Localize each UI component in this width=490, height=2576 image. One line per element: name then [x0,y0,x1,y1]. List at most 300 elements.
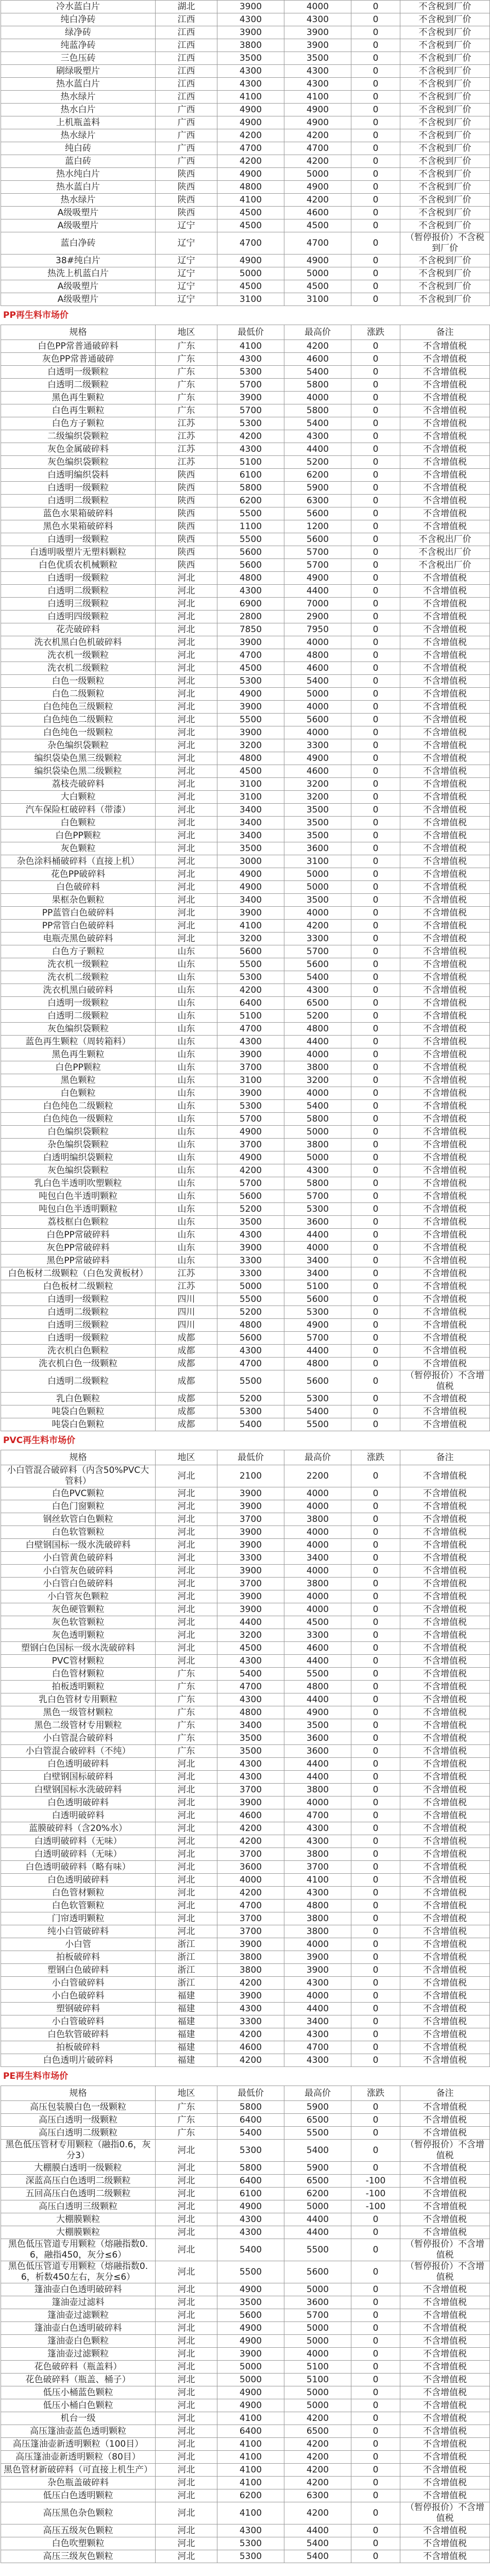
table-cell: -100 [351,2200,400,2213]
table-cell: 塑钢白色国标一级水洗破碎料 [1,1642,156,1655]
table-row [1,2348,490,2361]
table-row [1,1706,490,1719]
table-cell: 广东 [156,2127,217,2140]
table-cell: （暂停报价）不含增值税 [400,2502,490,2524]
table-cell: 低压小桶白色颗粒 [1,2399,156,2412]
table-cell: 河北 [156,2239,217,2261]
table-cell: 5500 [217,714,284,726]
table-cell: 5400 [284,417,351,430]
table-cell: 5300 [217,2550,284,2563]
table-cell: 0 [351,1925,400,1938]
table-row [1,2451,490,2464]
table-cell: 陕西 [156,482,217,495]
table-cell: 4500 [217,219,284,232]
table-cell: 3700 [217,1925,284,1938]
table-cell: 0 [351,572,400,585]
table-row [1,739,490,752]
table-row [1,293,490,306]
table-row [1,379,490,392]
table-cell: 5500 [284,1668,351,1681]
table-cell: 5800 [284,1177,351,1190]
table-row [1,1242,490,1255]
table-cell: 塑钢破碎料 [1,2003,156,2015]
table-cell: 不含增值税 [400,945,490,958]
table-cell: 纯白净砖 [1,13,156,26]
table-cell: 4000 [284,1797,351,1809]
table-cell: 广东 [156,1719,217,1732]
table-cell: 白透明吸塑片无塑料颗粒 [1,546,156,559]
table-cell: 不含增值税 [400,353,490,366]
table-cell: PVC管材颗粒 [1,1655,156,1668]
table-cell: 江苏 [156,1280,217,1293]
table-cell: 4300 [217,2226,284,2239]
table-cell: 4800 [284,1358,351,1370]
table-cell: 广东 [156,1745,217,1758]
table-cell: 不含增值税 [400,1332,490,1345]
table-cell: 0 [351,1164,400,1177]
table-row [1,13,490,26]
table-cell: 不含增值税 [400,1126,490,1139]
table-cell: 不含税到厂价 [400,207,490,219]
table-cell: 4800 [217,572,284,585]
table-cell: 不含增值税 [400,1074,490,1087]
table-cell: 4700 [284,2041,351,2054]
table-cell: 5300 [217,1100,284,1113]
table-row [1,2489,490,2502]
table-cell: 4200 [217,1822,284,1835]
table-cell: 不含增值税 [400,2524,490,2537]
table-cell: 5600 [217,945,284,958]
table-cell: 洗衣机白色颗粒 [1,1345,156,1358]
table-cell: 4900 [284,181,351,194]
table-cell: 0 [351,533,400,546]
table-cell: 成都 [156,1418,217,1431]
table-cell: 不含增值税 [400,2028,490,2041]
table-cell: 小白管混合破碎料（内含50%PVC大管料） [1,1465,156,1487]
table-cell: 4200 [217,2054,284,2067]
table-cell: 不含增值税 [400,598,490,611]
table-cell: 5600 [217,559,284,572]
table-cell: 0 [351,1151,400,1164]
table-cell: 3600 [284,1745,351,1758]
table-header-row [1,325,490,340]
table-cell: 4700 [217,232,284,255]
table-cell: 河北 [156,714,217,726]
table-cell: 果框杂色颗粒 [1,894,156,907]
table-row [1,1358,490,1370]
table-cell: 山东 [156,971,217,984]
table-cell: 不含增值税 [400,1706,490,1719]
table-cell: 成都 [156,1370,217,1393]
table-cell: 洗衣机白色一级颗粒 [1,1358,156,1370]
table-cell: 黑色再生颗粒 [1,1048,156,1061]
table-cell: 3100 [284,855,351,868]
table-cell: 河北 [156,1616,217,1629]
table-cell: 4300 [284,1164,351,1177]
table-cell: 不含增值税 [400,1280,490,1293]
table-row [1,1784,490,1797]
table-cell: 5500 [217,2261,284,2283]
table-cell: 大棚膜颗粒 [1,2226,156,2239]
table-cell: 3000 [217,855,284,868]
table-cell: 不含增值税 [400,868,490,881]
table-cell: 4300 [217,443,284,456]
table-cell: 5100 [284,2361,351,2374]
table-cell: 6200 [217,495,284,507]
table-cell: 山东 [156,1023,217,1036]
table-cell: 0 [351,2114,400,2127]
table-cell: 0 [351,2550,400,2563]
table-row [1,232,490,255]
table-cell: 0 [351,404,400,417]
table-cell: 0 [351,1023,400,1036]
table-cell: 浙江 [156,1951,217,1964]
table-cell: 3800 [284,1925,351,1938]
table-cell: 3100 [217,293,284,306]
table-cell: 不含增值税 [400,1900,490,1912]
table-cell: 河北 [156,842,217,855]
table-cell: 白色二级颗粒 [1,688,156,701]
table-row [1,533,490,546]
table-cell: 0 [351,842,400,855]
table-cell: 河北 [156,2261,217,2283]
table-cell: 5500 [284,2239,351,2261]
table-cell: 山东 [156,1126,217,1139]
table-row [1,1990,490,2003]
table-row [1,907,490,920]
table-cell: 不含税到厂价 [400,39,490,52]
table-cell: 5000 [284,1126,351,1139]
table-cell: 3500 [217,1216,284,1229]
table-cell: 0 [351,13,400,26]
column-header: 地区 [156,325,217,340]
table-cell: 0 [351,2537,400,2550]
table-cell: 5300 [217,417,284,430]
table-cell: 高压篷油壶蓝色透明颗粒 [1,2425,156,2438]
table-cell: 5000 [284,2200,351,2213]
table-cell: 5700 [217,404,284,417]
table-cell: 不含增值税 [400,379,490,392]
table-cell: 0 [351,2239,400,2261]
table-cell: 广东 [156,379,217,392]
table-cell: 0 [351,417,400,430]
table-cell: 河北 [156,933,217,945]
table-cell: 4900 [217,255,284,267]
table-cell: 6400 [217,2175,284,2188]
table-cell: 3800 [284,1139,351,1151]
column-header: 规格 [1,1450,156,1465]
table-cell: 5400 [284,675,351,688]
table-cell: 0 [351,91,400,104]
table-cell: 山东 [156,1113,217,1126]
table-cell: 5100 [284,2374,351,2386]
table-cell: 0 [351,1616,400,1629]
table-cell: 0 [351,1061,400,1074]
column-header: 涨跌 [351,325,400,340]
table-cell: 0 [351,688,400,701]
table-cell: 4200 [284,2502,351,2524]
table-cell: 0 [351,1809,400,1822]
table-cell: 4100 [217,2477,284,2489]
table-cell: 4600 [284,353,351,366]
table-cell: 不含增值税 [400,649,490,662]
table-cell: 4500 [284,1616,351,1629]
table-cell: 不含增值税 [400,1809,490,1822]
column-header: 最低价 [217,325,284,340]
table-row [1,1487,490,1500]
table-cell: A级吸塑片 [1,293,156,306]
table-cell: 不含税到厂价 [400,219,490,232]
table-cell: 江西 [156,26,217,39]
table-cell: 不含增值税 [400,1771,490,1784]
table-cell: 热水绿片 [1,129,156,142]
table-cell: 白色软管破碎料 [1,2028,156,2041]
table-cell: 辽宁 [156,232,217,255]
table-row [1,1758,490,1771]
table-cell: 不含增值税 [400,1964,490,1977]
table-cell: 6400 [217,2114,284,2127]
table-cell: 河北 [156,2322,217,2335]
table-cell: 门帘透明颗粒 [1,1912,156,1925]
table-cell: 4000 [284,1242,351,1255]
table-cell: 4200 [284,2412,351,2425]
table-row [1,280,490,293]
table-cell: 0 [351,520,400,533]
table-cell: 河北 [156,1526,217,1539]
table-row [1,881,490,894]
table-cell: 3900 [217,1603,284,1616]
table-cell: 不含增值税 [400,804,490,817]
table-cell: 0 [351,1603,400,1616]
table-cell: 河北 [156,649,217,662]
table-cell: 山东 [156,1164,217,1177]
table-cell: 成都 [156,1393,217,1405]
table-cell: 0 [351,1990,400,2003]
table-cell: 5800 [217,2101,284,2114]
table-cell: 5700 [284,2309,351,2322]
table-cell: 3300 [217,2015,284,2028]
table-cell: 4000 [284,2348,351,2361]
table-cell: 热水蓝白片 [1,181,156,194]
table-cell: 0 [351,2283,400,2296]
table-cell: 3300 [217,1255,284,1267]
table-cell: 江苏 [156,1267,217,1280]
table-cell: 0 [351,2296,400,2309]
table-cell: 3200 [217,1629,284,1642]
table-cell: 不含税出厂价 [400,559,490,572]
table-cell: 白透明三级颗粒 [1,1319,156,1332]
table-row [1,1267,490,1280]
table-cell: 河北 [156,726,217,739]
table-cell: 0 [351,868,400,881]
table-cell: 0 [351,1010,400,1023]
table-header-row [1,1450,490,1465]
table-cell: 5000 [217,2374,284,2386]
table-cell: 0 [351,267,400,280]
table-cell: 3700 [217,1139,284,1151]
table-cell: 0 [351,1358,400,1370]
table-cell: 0 [351,701,400,714]
table-cell: 篷油壶过滤颗粒 [1,2348,156,2361]
table-cell: 不含税出厂价 [400,546,490,559]
table-cell: 河北 [156,2361,217,2374]
table-row [1,933,490,945]
table-cell: 不含增值税 [400,1293,490,1306]
table-cell: 不含增值税 [400,765,490,778]
table-cell: 0 [351,559,400,572]
table-cell: 5000 [284,2335,351,2348]
column-header: 最低价 [217,2086,284,2101]
table-cell: 5400 [217,1668,284,1681]
table-cell: 河北 [156,2309,217,2322]
table-row [1,984,490,997]
table-row [1,1835,490,1848]
table-cell: 5700 [284,945,351,958]
table-cell: 0 [351,1526,400,1539]
table-row [1,1100,490,1113]
table-cell: 灰色编织袋颗粒 [1,456,156,469]
table-cell: 不含增值税 [400,2438,490,2451]
table-row [1,1151,490,1164]
table-cell: 河北 [156,1861,217,1874]
table-cell: 4900 [217,1126,284,1139]
table-cell: 陕西 [156,469,217,482]
table-cell: 不含增值税 [400,1539,490,1552]
table-cell: 白色软管颗粒 [1,1526,156,1539]
table-cell: 4400 [284,1693,351,1706]
table-cell: 河北 [156,2200,217,2213]
table-cell: 0 [351,829,400,842]
table-cell: 白色PP常破碎料 [1,1229,156,1242]
table-row [1,726,490,739]
table-cell: 3900 [217,1526,284,1539]
table-cell: 3900 [217,636,284,649]
table-cell: 不含税到厂价 [400,155,490,168]
table-cell: 白透明一级颗粒 [1,572,156,585]
table-cell: 高压白透明一级颗粒 [1,2114,156,2127]
table-cell: 4200 [284,2464,351,2477]
table-row [1,1874,490,1887]
table-cell: 3400 [217,1719,284,1732]
table-cell: 黑色管材新破碎料（可直接上机生产） [1,2464,156,2477]
table-cell: 4300 [284,65,351,78]
table-cell: 4500 [284,280,351,293]
table-cell: 白色透明破碎料 [1,1797,156,1809]
table-cell: 不含增值税 [400,984,490,997]
table-cell: 高压五级灰色颗粒 [1,2524,156,2537]
table-cell: 河北 [156,2399,217,2412]
table-cell: 吨袋白色颗粒 [1,1405,156,1418]
table-cell: 3300 [217,1267,284,1280]
table-cell: 3600 [284,1732,351,1745]
table-row [1,1255,490,1267]
table-cell: 不含增值税 [400,1590,490,1603]
table-cell: 黑色低压管道专用颗粒（熔融指数0.6，析数450左右，灰分≤6） [1,2261,156,2283]
table-cell: 1200 [284,520,351,533]
table-cell: 0 [351,1719,400,1732]
table-cell: 0 [351,752,400,765]
table-cell: 高压白透明三级颗粒 [1,2200,156,2213]
table-cell: 河北 [156,2162,217,2175]
table-cell: 不含增值税 [400,1848,490,1861]
table-cell: 不含增值税 [400,495,490,507]
table-cell: 4000 [284,1048,351,1061]
table-cell: 黑色颗粒 [1,1074,156,1087]
column-header: 备注 [400,1450,490,1465]
table-cell: 4900 [217,168,284,181]
table-row [1,1,490,13]
table-cell: 7000 [284,598,351,611]
table-cell: 江苏 [156,417,217,430]
table-cell: 3400 [217,817,284,829]
table-cell: 不含税到厂价 [400,267,490,280]
table-cell: 3900 [217,1590,284,1603]
table-cell: 3900 [217,907,284,920]
table-cell: 白透明编织袋颗粒 [1,1151,156,1164]
table-row [1,2335,490,2348]
table-row [1,78,490,91]
table-cell: 不含增值税 [400,507,490,520]
column-header: 最高价 [284,1450,351,1465]
table-cell: 4300 [217,1345,284,1358]
table-cell: 不含增值税 [400,2335,490,2348]
table-cell: 0 [351,1113,400,1126]
table-cell: 小白管破碎料 [1,2015,156,2028]
table-cell: 浙江 [156,1938,217,1951]
table-row [1,598,490,611]
table-cell: 白透明二级颗粒 [1,1010,156,1023]
table-cell: 5900 [284,482,351,495]
table-cell: 不含增值税 [400,456,490,469]
table-cell: 广东 [156,1668,217,1681]
table-cell: 4300 [217,1758,284,1771]
table-cell: 5000 [284,2399,351,2412]
table-cell: 4000 [284,392,351,404]
table-cell: 山东 [156,1061,217,1074]
table-row [1,765,490,778]
table-cell: 3600 [284,842,351,855]
table-row [1,829,490,842]
table-cell: 白色透明破碎料 [1,1874,156,1887]
table-cell: 不含税到厂价 [400,1,490,13]
table-cell: 3900 [217,1048,284,1061]
table-cell: 3900 [217,26,284,39]
table-cell: 5300 [217,675,284,688]
table-cell: 河北 [156,2438,217,2451]
table-cell: 白色纯色三级颗粒 [1,701,156,714]
table-cell: 不含增值税 [400,817,490,829]
table-cell: 河北 [156,1809,217,1822]
table-cell: 河北 [156,675,217,688]
table-cell: 不含增值税 [400,2296,490,2309]
table-cell: 0 [351,507,400,520]
table-row [1,1797,490,1809]
table-cell: 河北 [156,1578,217,1590]
table-row [1,1668,490,1681]
table-cell: 0 [351,598,400,611]
table-cell: 河北 [156,2451,217,2464]
table-cell: 0 [351,1900,400,1912]
section-title: PP再生料市场价 [3,310,69,320]
table-cell: PP蓝管白色破碎料 [1,907,156,920]
table-row [1,2550,490,2563]
table-cell: 4700 [217,1681,284,1693]
table-cell: 不含增值税 [400,1229,490,1242]
table-cell: 黑色低压管材专用颗粒（融指0.6，灰分3） [1,2140,156,2162]
table-cell: 广东 [156,2101,217,2114]
table-cell: 不含增值税 [400,1345,490,1358]
table-cell: 江西 [156,91,217,104]
